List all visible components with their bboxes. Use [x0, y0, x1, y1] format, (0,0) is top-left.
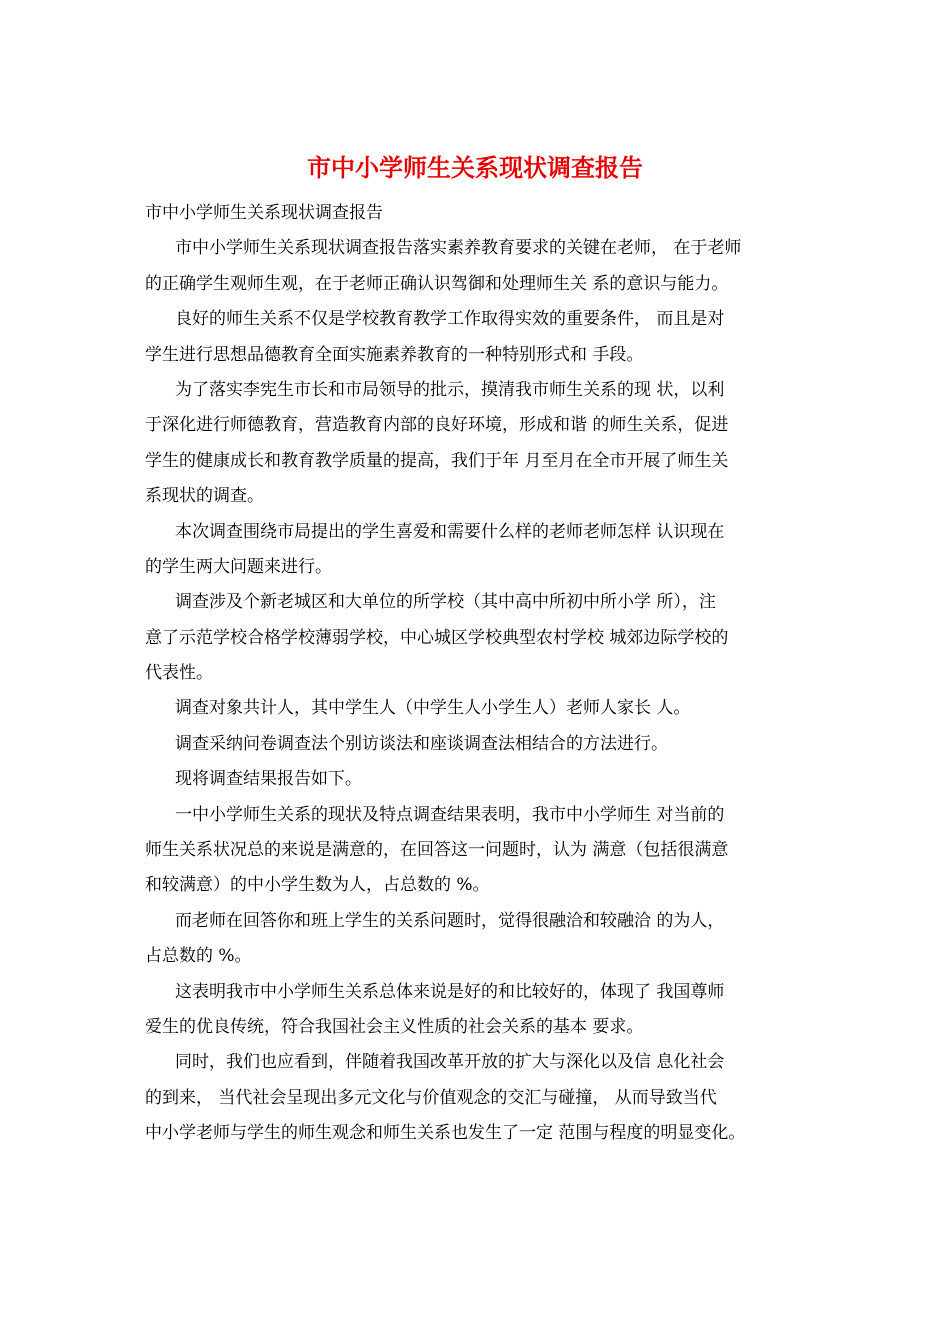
- text-line: 学生进行思想品德教育全面实施素养教育的一种特别形式和 手段。: [145, 344, 644, 365]
- text-line: 一中小学师生关系的现状及特点调查结果表明，我市中小学师生 对当前的: [175, 804, 725, 825]
- text-line: 系现状的调查。: [145, 486, 264, 507]
- text-line: 市中小学师生关系现状调查报告落实素养教育要求的关键在老师， 在于老师: [175, 238, 742, 259]
- text-line: 现将调查结果报告如下。: [175, 769, 362, 790]
- text-line: 意了示范学校合格学校薄弱学校，中心城区学校典型农村学校 城郊边际学校的: [145, 627, 729, 648]
- text-line: 而老师在回答你和班上学生的关系问题时，觉得很融洽和较融洽 的为人，: [175, 910, 725, 931]
- text-line: 和较满意）的中小学生数为人，占总数的 %。: [145, 875, 490, 896]
- text-line: 的到来， 当代社会呈现出多元文化与价值观念的交汇与碰撞， 从而导致当代: [145, 1087, 717, 1108]
- text-line: 中小学老师与学生的师生观念和师生关系也发生了一定 范围与程度的明显变化。: [145, 1123, 746, 1144]
- text-line: 本次调查围绕市局提出的学生喜爱和需要什么样的老师老师怎样 认识现在: [175, 521, 725, 542]
- text-line: 调查对象共计人，其中学生人（中学生人小学生人）老师人家长 人。: [175, 698, 691, 719]
- text-line: 调查涉及个新老城区和大单位的所学校（其中高中所初中所小学 所），注: [175, 592, 716, 613]
- text-line: 良好的师生关系不仅是学校教育教学工作取得实效的重要条件， 而且是对: [175, 309, 725, 330]
- text-line: 代表性。: [145, 663, 213, 684]
- text-line: 为了落实李宪生市长和市局领导的批示，摸清我市师生关系的现 状，以利: [175, 379, 725, 400]
- text-line: 学生的健康成长和教育教学质量的提高，我们于年 月至月在全市开展了师生关: [145, 450, 729, 471]
- text-line: 的学生两大问题来进行。: [145, 556, 332, 577]
- text-line: 的正确学生观师生观，在于老师正确认识驾御和处理师生关 系的意识与能力。: [145, 273, 729, 294]
- text-line: 爱生的优良传统，符合我国社会主义性质的社会关系的基本 要求。: [145, 1016, 644, 1037]
- text-line: 占总数的 %。: [145, 946, 252, 967]
- text-line: 这表明我市中小学师生关系总体来说是好的和比较好的，体现了 我国尊师: [175, 981, 725, 1002]
- text-line: 同时，我们也应看到，伴随着我国改革开放的扩大与深化以及信 息化社会: [175, 1052, 725, 1073]
- document-title: 市中小学师生关系现状调查报告: [307, 153, 643, 182]
- text-line: 师生关系状况总的来说是满意的，在回答这一问题时，认为 满意（包括很满意: [145, 840, 729, 861]
- text-line: 于深化进行师德教育，营造教育内部的良好环境，形成和谐 的师生关系，促进: [145, 415, 729, 436]
- text-line: 调查采纳问卷调查法个别访谈法和座谈调查法相结合的方法进行。: [175, 733, 668, 754]
- text-line: 市中小学师生关系现状调查报告: [145, 203, 383, 223]
- document-body: [145, 196, 825, 1152]
